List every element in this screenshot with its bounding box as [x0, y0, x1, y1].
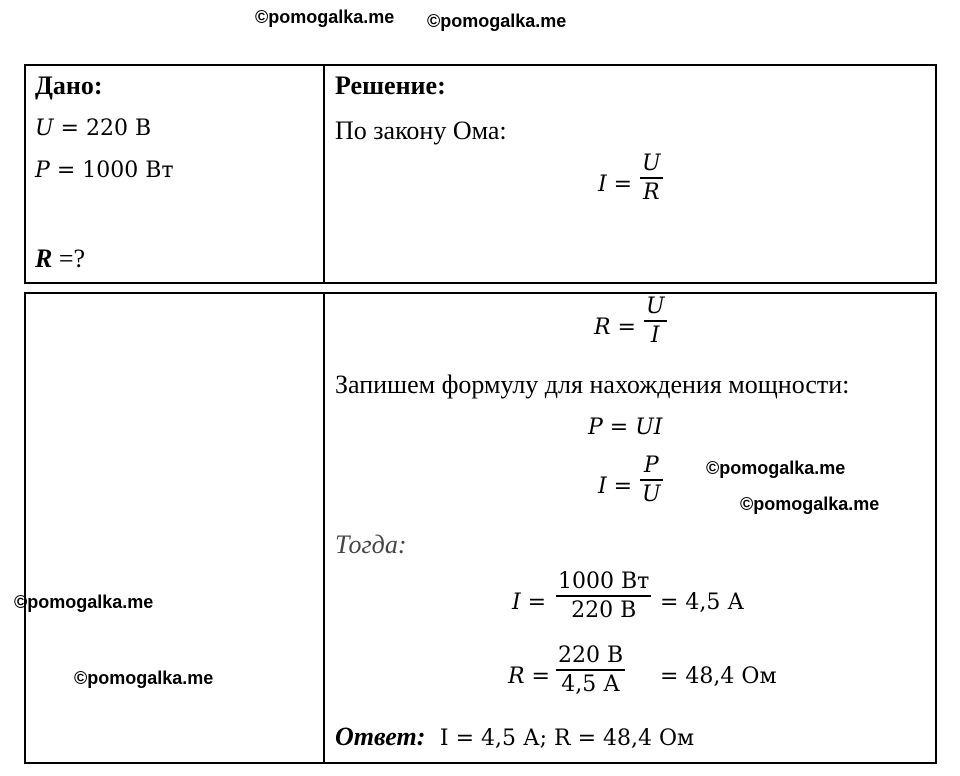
solution-title: Решение:	[335, 71, 446, 100]
answer-value: I = 4,5 А; R = 48,4 Ом	[439, 726, 695, 751]
fraction-bar	[556, 669, 625, 671]
fraction-bar	[644, 320, 667, 322]
watermark: ©pomogalka.me	[74, 668, 214, 688]
watermark: ©pomogalka.me	[740, 494, 880, 514]
formula-2-fraction	[644, 295, 667, 347]
formula-5-lhs: I =	[512, 590, 547, 615]
then-text: Тогда:	[335, 530, 407, 559]
formula-1-fraction	[640, 152, 663, 204]
formula-1-numerator: U	[642, 151, 661, 176]
formula-4-numerator: P	[643, 453, 659, 478]
formula-1-lhs: I =	[598, 172, 633, 197]
solution-continuation-table	[24, 292, 937, 764]
watermark: ©pomogalka.me	[427, 11, 567, 31]
power-formula-text: Запишем формулу для нахождения мощности:	[335, 370, 850, 399]
formula-2-lhs: R =	[594, 315, 636, 340]
given-solution-table	[24, 64, 937, 284]
column-divider	[323, 294, 325, 762]
given-power: P = 1000 Вт	[35, 158, 174, 183]
formula-4-denominator: U	[642, 482, 661, 508]
formula-1-denominator: R	[642, 180, 660, 206]
formula-4-fraction	[640, 454, 663, 506]
fraction-bar	[556, 595, 651, 597]
answer	[335, 724, 694, 750]
fraction-bar	[640, 177, 663, 179]
answer-label: Ответ:	[335, 722, 426, 751]
watermark: ©pomogalka.me	[255, 7, 395, 27]
ohm-law-text: По закону Ома:	[335, 116, 507, 145]
formula-6-denominator: 4,5 А	[561, 672, 620, 698]
formula-2-denominator: I	[650, 323, 660, 349]
watermark: ©pomogalka.me	[14, 592, 154, 612]
formula-3: P = UI	[588, 415, 663, 440]
formula-6-result: = 48,4 Ом	[660, 664, 777, 689]
formula-2-numerator: U	[646, 294, 665, 319]
formula-5-denominator: 220 В	[571, 598, 637, 624]
formula-5-result: = 4,5 А	[660, 590, 745, 615]
fraction-bar	[640, 479, 663, 481]
formula-6-lhs: R =	[508, 664, 550, 689]
formula-5-fraction	[556, 570, 651, 622]
given-title: Дано:	[35, 71, 103, 100]
formula-4-lhs: I =	[598, 474, 633, 499]
watermark: ©pomogalka.me	[706, 458, 846, 478]
formula-6-fraction	[556, 644, 625, 696]
given-voltage: U = 220 В	[35, 116, 152, 141]
given-unknown: R =?	[35, 244, 86, 273]
column-divider	[323, 66, 325, 282]
formula-6-numerator: 220 В	[558, 643, 624, 668]
formula-5-numerator: 1000 Вт	[558, 569, 650, 594]
